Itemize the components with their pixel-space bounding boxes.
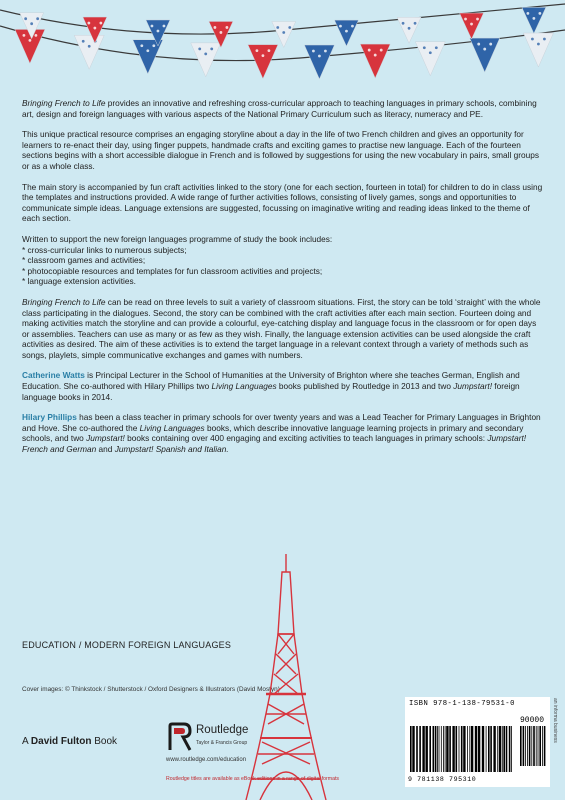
david-fulton-imprint: A David Fulton Book	[22, 736, 118, 747]
subject-category: EDUCATION / MODERN FOREIGN LANGUAGES	[22, 640, 232, 650]
feature-item: * photocopiable resources and templates for fun classroom activities and projects;	[22, 265, 323, 276]
bunting-flag	[415, 42, 445, 76]
bunting-flag	[248, 45, 278, 79]
barcode-bar	[412, 726, 414, 772]
flag-dot	[29, 39, 32, 42]
flag-dot	[23, 34, 26, 37]
flag-dot	[324, 50, 327, 53]
flag-dot	[414, 22, 417, 25]
barcode-bar	[410, 726, 412, 772]
barcode-bar	[523, 726, 525, 766]
barcode-bar	[449, 726, 451, 772]
barcode-bar	[539, 726, 541, 766]
bunting-flag	[397, 17, 421, 43]
flag-dot	[423, 46, 426, 49]
barcode-bar	[435, 726, 437, 772]
bunting-flag	[304, 45, 334, 79]
flag-dot	[374, 54, 377, 57]
barcode-number: 9 781138 795310	[408, 776, 477, 783]
barcode-bar	[429, 726, 431, 772]
author-bio-watts: Catherine Watts is Principal Lecturer in the School of Humanities at the University of Brighton where she teaches German, English and Education. She co-authored with Hilary Phillips two Living Languages books published by Routledge in 2013 and two Jumpstart! foreign language books in 2014.	[22, 370, 520, 402]
flag-dot	[36, 17, 39, 20]
flag-dot	[464, 18, 467, 21]
barcode-bar	[443, 726, 444, 772]
barcode-bar	[433, 726, 435, 772]
barcode-bar	[482, 726, 484, 772]
flag-dot	[470, 23, 473, 26]
flag-dot	[93, 27, 96, 30]
barcode-bar	[488, 726, 490, 772]
eiffel-tower-illustration	[238, 554, 334, 800]
intro-paragraph-2: This unique practical resource comprises an engaging storyline about a day in the life of two French children and gives an opportunity for learners to re-enact their day, using finger puppets, handmade crafts and exciting games to practise new language. Each of the fourteen sections begins with a short accessible dialogue in French and is followed by suggestions for using the new vocabulary in pairs, small groups or as a whole class.	[22, 129, 539, 171]
flag-dot	[151, 25, 154, 28]
flag-dot	[351, 25, 354, 28]
flag-dot	[538, 12, 541, 15]
flag-dot	[429, 51, 432, 54]
flag-dot	[82, 40, 85, 43]
barcode-bar	[527, 726, 528, 766]
barcode-bar	[452, 726, 454, 772]
flag-dot	[435, 46, 438, 49]
bunting-flag	[334, 20, 358, 46]
flag-dot	[146, 49, 149, 52]
flag-dot	[537, 43, 540, 46]
barcode-bar	[529, 726, 531, 766]
features-intro: Written to support the new foreign languages programme of study the book includes:	[22, 233, 333, 244]
flag-dot	[489, 43, 492, 46]
flag-dot	[87, 22, 90, 25]
flag-dot	[526, 12, 529, 15]
flag-dot	[476, 18, 479, 21]
flag-dot	[226, 26, 229, 29]
flag-dot	[339, 25, 342, 28]
barcode-bar	[509, 726, 511, 772]
flag-dot	[402, 22, 405, 25]
barcode-bar	[511, 726, 512, 772]
flag-dot	[24, 17, 27, 20]
flag-dot	[140, 44, 143, 47]
flag-dot	[477, 43, 480, 46]
flag-dot	[210, 47, 213, 50]
barcode-bar	[437, 726, 438, 772]
barcode-bar	[538, 726, 539, 766]
barcode-bar	[486, 726, 487, 772]
flag-dot	[318, 55, 321, 58]
flag-dot	[276, 26, 279, 29]
bunting-flag	[522, 7, 546, 33]
feature-item: * cross-curricular links to numerous subjects;	[22, 244, 187, 255]
barcode-bar	[490, 726, 492, 772]
barcode-image	[408, 712, 546, 774]
barcode-bar	[525, 726, 526, 766]
cover-credit: Cover images: © Thinkstock / Shutterstock / Oxford Designers & Illustrators (David Mostyn)	[22, 686, 280, 693]
flag-dot	[368, 49, 371, 52]
barcode-bar	[506, 726, 508, 772]
flag-dot	[380, 49, 383, 52]
flag-dot	[35, 34, 38, 37]
flag-dot	[345, 30, 348, 33]
flag-dot	[483, 48, 486, 51]
flag-dot	[312, 50, 315, 53]
flag-dot	[163, 25, 166, 28]
feature-item: * classroom games and activities;	[22, 255, 146, 266]
barcode-bar	[493, 726, 495, 772]
barcode-bar	[533, 726, 535, 766]
barcode-bar	[416, 726, 418, 772]
flag-dot	[198, 47, 201, 50]
barcode-bar	[456, 726, 458, 772]
barcode-bar	[503, 726, 505, 772]
bunting-flag	[360, 44, 390, 78]
barcode-bar	[536, 726, 537, 766]
ebook-notice: Routledge titles are available as eBook editions in a range of digital formats	[166, 776, 340, 782]
flag-dot	[152, 44, 155, 47]
flag-dot	[532, 17, 535, 20]
bunting-decoration	[0, 0, 565, 100]
bunting-flag	[74, 35, 104, 69]
routledge-wordmark: Routledge	[196, 724, 249, 736]
flag-dot	[88, 45, 91, 48]
intro-paragraph-1: Bringing French to Life provides an innovative and refreshing cross-curricular approach to teaching languages in primary schools, combining art, design and foreign languages with various aspects of the National Primary Curriculum such as literacy, numeracy and PE.	[22, 98, 537, 119]
flag-dot	[220, 31, 223, 34]
barcode-bar	[419, 726, 421, 772]
feature-item: * language extension activities.	[22, 276, 136, 287]
flag-dot	[30, 22, 33, 25]
price-code: 90000	[520, 716, 545, 725]
flag-dot	[256, 49, 259, 52]
flag-dot	[408, 27, 411, 30]
flag-dot	[268, 49, 271, 52]
barcode-bar	[461, 726, 463, 772]
routledge-logo-icon	[166, 722, 194, 752]
description	[22, 98, 545, 465]
barcode-bar	[446, 726, 448, 772]
flag-dot	[282, 31, 285, 34]
publisher-url[interactable]: www.routledge.com/education	[166, 757, 247, 763]
bunting-flag	[272, 22, 296, 48]
flag-dot	[288, 26, 291, 29]
informa-tagline: an informa business	[552, 698, 558, 743]
flag-dot	[531, 38, 534, 41]
routledge-group: Taylor & Francis Group	[196, 740, 248, 746]
flag-dot	[543, 38, 546, 41]
bunting-flag	[460, 13, 484, 39]
flag-dot	[262, 54, 265, 57]
barcode-bar	[520, 726, 522, 766]
barcode-bar	[467, 726, 468, 772]
barcode-bar	[469, 726, 470, 772]
barcode-bar	[542, 726, 543, 766]
barcode-bar	[531, 726, 532, 766]
bunting-flag	[523, 33, 553, 67]
author-bio-phillips: Hilary Phillips has been a class teacher in primary schools for over twenty years and was a Lead Teacher for Primary Languages in Brighton and Hove. She co-authored the Living Languages books, which describe innovative language learning projects in primary and secondary schools, and two Jumpstart! books containing over 400 engaging and exciting activities to teach languages in primary schools: Jumpstart! French and German and Jumpstart! Spanish and Italian.	[22, 412, 541, 455]
barcode-bar	[471, 726, 473, 772]
flag-dot	[157, 30, 160, 33]
barcode-bar	[439, 726, 440, 772]
flag-dot	[204, 52, 207, 55]
barcode-bar	[497, 726, 498, 772]
flag-dot	[99, 22, 102, 25]
barcode-bar	[463, 726, 465, 772]
barcode-bar	[459, 726, 460, 772]
isbn-label: ISBN 978-1-138-79531-0	[409, 700, 515, 708]
barcode-bar	[422, 726, 424, 772]
barcode-bar	[445, 726, 446, 772]
barcode-bar	[499, 726, 501, 772]
barcode-bar	[544, 726, 546, 766]
barcode-bar	[478, 726, 480, 772]
barcode-bar	[475, 726, 477, 772]
barcode-bar	[441, 726, 442, 772]
intro-paragraph-3: The main story is accompanied by fun craft activities linked to the story (one for each section, fourteen in total) for children to do in class using the templates and instructions provided. A wide range of further activities follows, consisting of lively games, songs and opportunities to communicate simple ideas. Language extensions are suggested, focussing on imaginative writing and reading ideas linked to the theme of each section.	[22, 181, 543, 224]
barcode-bar	[502, 726, 503, 772]
barcode-bar	[426, 726, 428, 772]
bunting-flag	[470, 38, 500, 72]
flag-dot	[214, 26, 217, 29]
intro-paragraph-5: Bringing French to Life can be read on three levels to suit a variety of classroom situations. First, the story can be told ‘straight’ with the whole class participating in the dialogues. Second, the story can be combined with the craft activities after each main section. Fourteen doing and making activities match the storyline and can provide a colourful, eye-catching display and language focus in the classroom or for open days or assemblies. Teachers can use as many or as few as they wish. Finally, the language extension activities can be used alongside the craft activities as desired. The aim of these activities is to extend the target language in a relevant context through a variety of methods such as songs, playlets, simple communicative exchanges and games with numbers.	[22, 296, 541, 360]
